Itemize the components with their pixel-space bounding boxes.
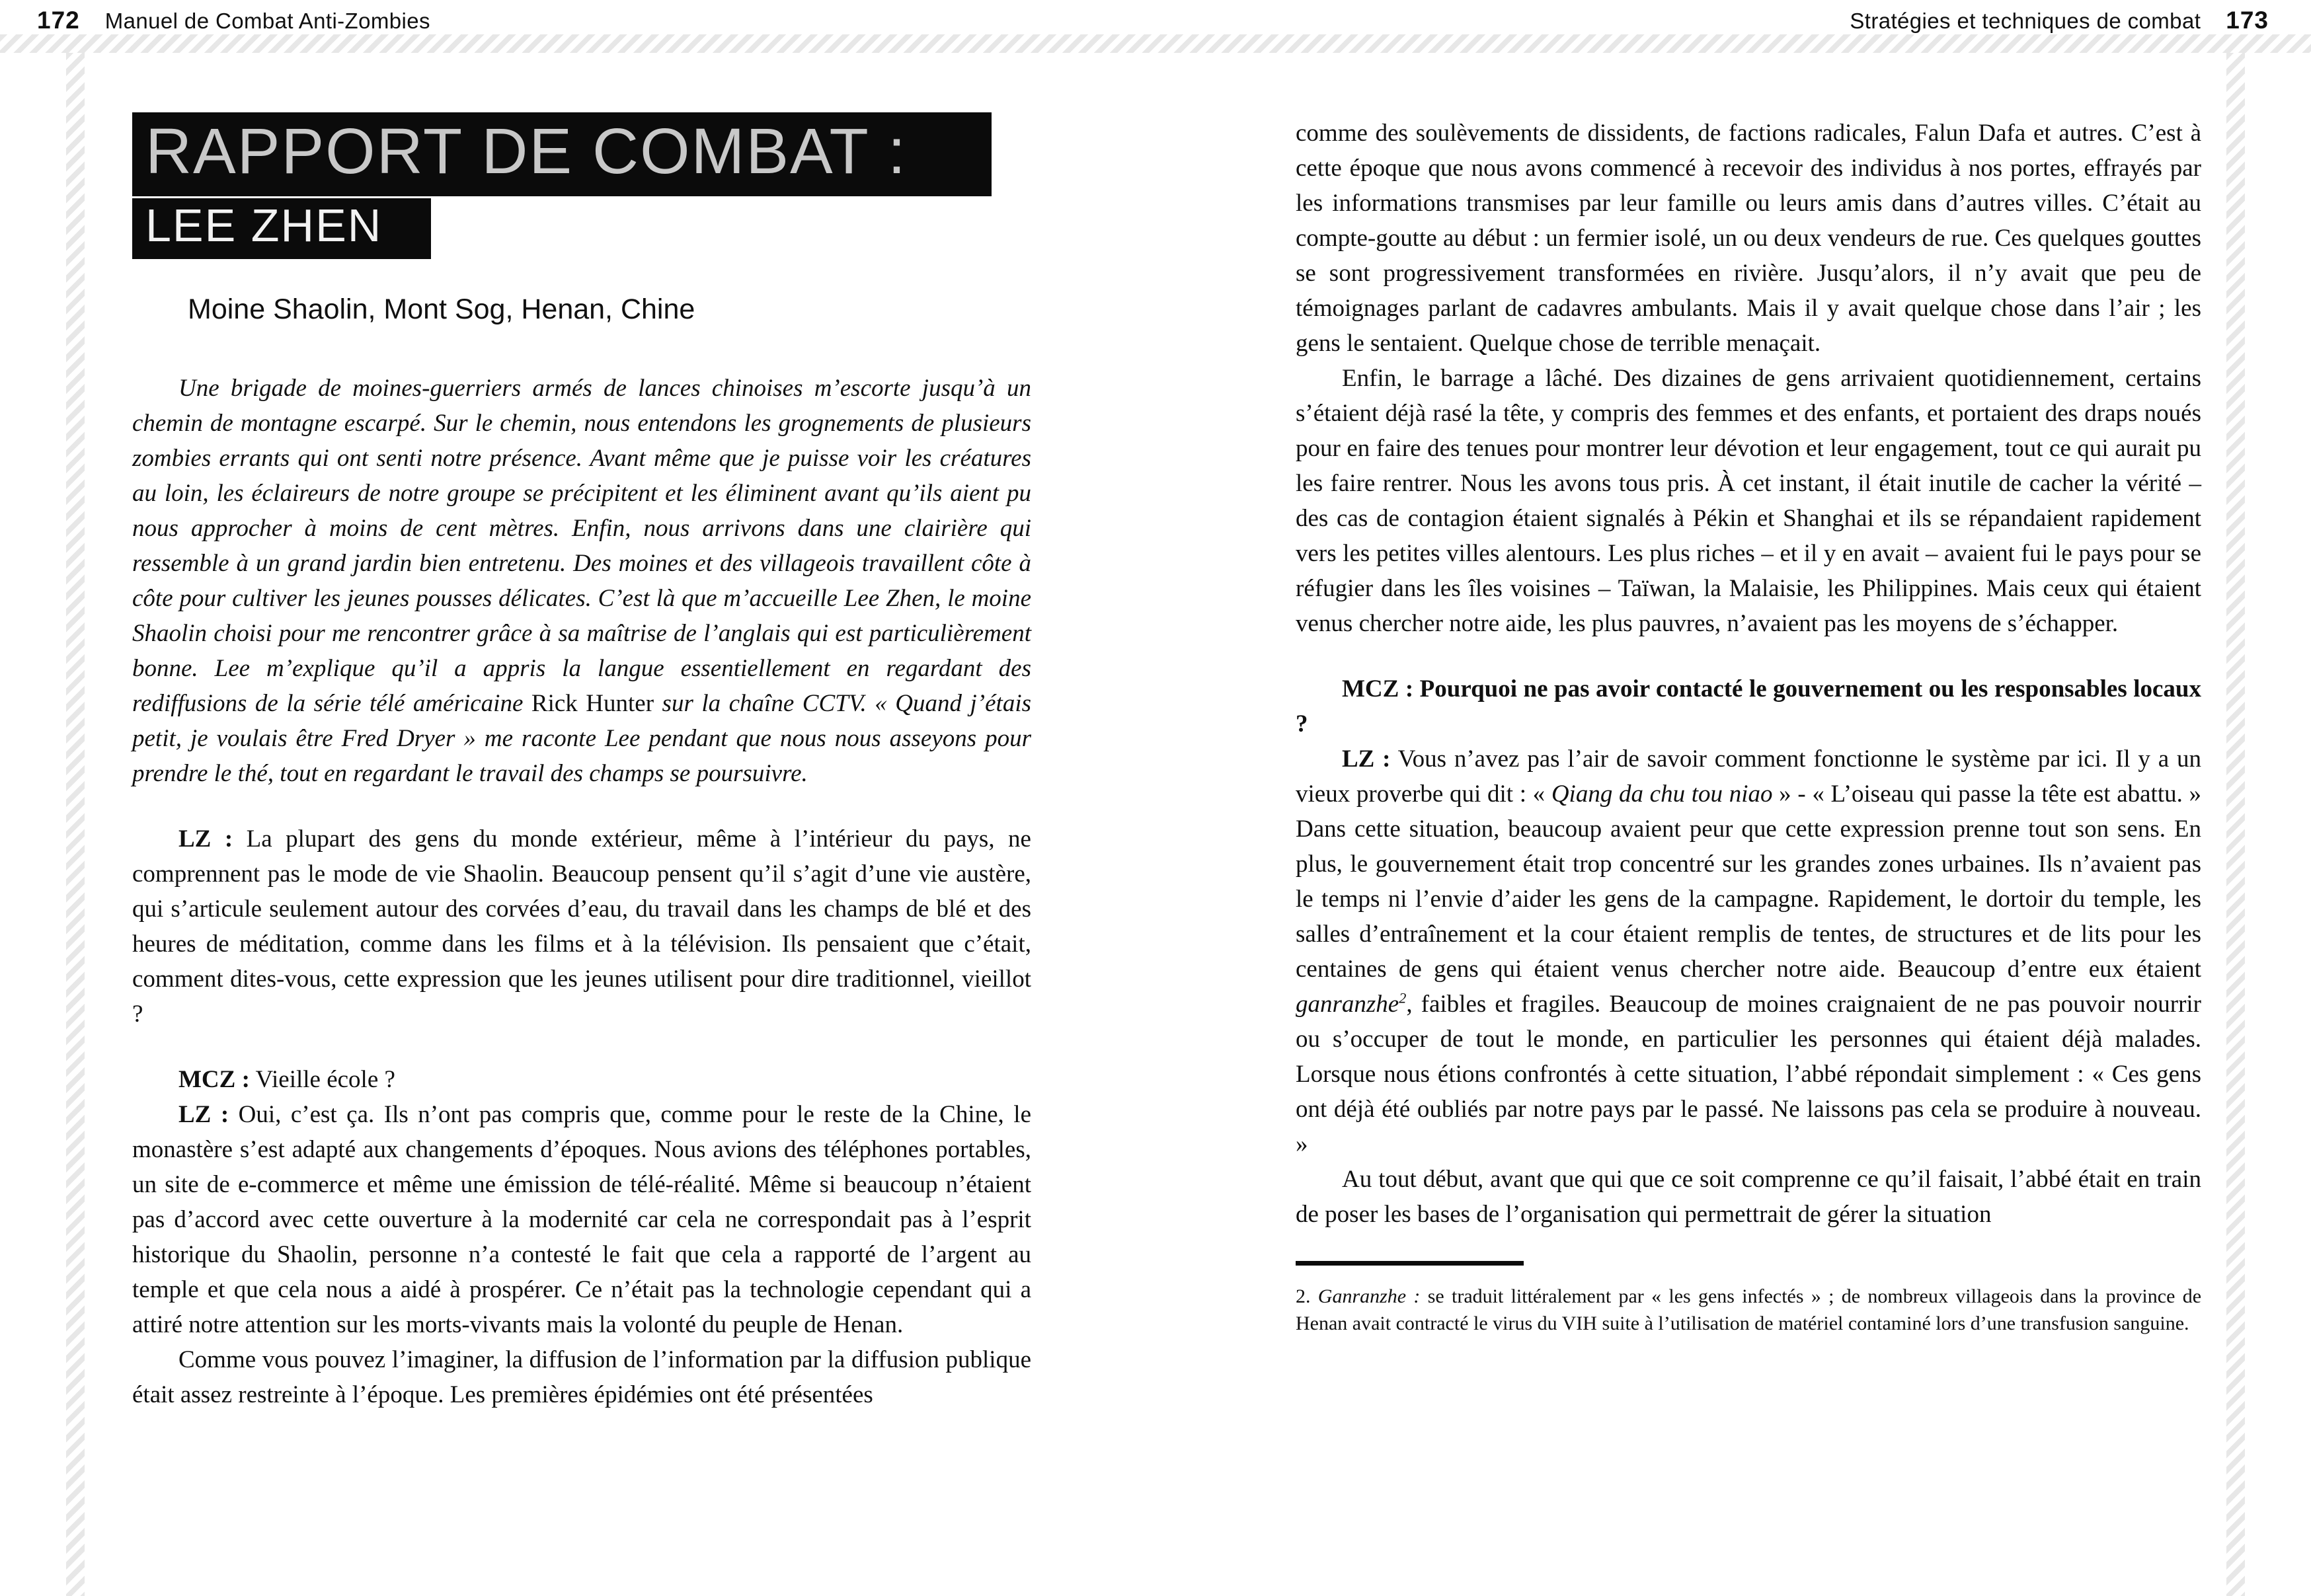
footnote-rule [1296,1261,1524,1266]
interviewee-subtitle: Moine Shaolin, Mont Sog, Henan, Chine [188,293,695,325]
text-segment: La plupart des gens du monde extérieur, même à l’intérieur du pays, ne comprennent pas le mode de vie Shaolin. Beaucoup pensent qu’il s’agit d’une vie austère, qui s’articule seulement autour des corvées d’eau, du travail dans les champs de blé et des heures de méditation, comme dans les films et à la télévision. Ils pensaient que c’était, comment dites-vous, cette expression que les jeunes utilisent pour dire traditionnel, vieillot ? [132,825,1031,1028]
text-segment: MCZ : Pourquoi ne pas avoir contacté le gouvernement ou les responsables locaux ? [1296,675,2201,738]
lz-answer-2-continuation [132,1342,1031,1412]
mcz-question-2 [1296,671,2201,741]
footnote-block [1296,1261,2201,1337]
text-segment: Vous n’avez pas l’air de savoir comment fonctionne le système par ici. Il y a un vieux proverbe qui dit : « [1296,745,2201,808]
left-running-head [37,7,430,34]
right-page [1296,116,2201,1337]
footnote-text [1296,1283,2201,1337]
text-segment: sur la chaîne CCTV. « Quand j’étais petit, je voulais être Fred Dryer » me raconte Lee pendant que nous nous asseyons pour prendre le thé, tout en regardant le travail des champs se poursuivre. [132,689,1032,787]
text-segment: se traduit littéralement par « les gens infectés » ; de nombreux villageois dans la province de Henan avait contracté le virus du VIH suite à l’utilisation de matériel contaminé lors d’une transfusion sanguine. [1296,1285,2202,1334]
intro-italic-paragraph [132,371,1031,791]
text-segment: , faibles et fragiles. Beaucoup de moines craignaient de ne pas pouvoir nourrir ou s’occuper de tout le monde, en particulier les personnes qui étaient déjà malades. Lorsque nous étions confrontés à cette situation, l’abbé répondait simplement : « Ces gens ont déjà été oubliés par notre pays par le passé. Ne laissons pas cela se produire à nouveau. » [1296,991,2201,1158]
left-page-body [132,371,1031,1412]
text-segment: Enfin, le barrage a lâché. Des dizaines de gens arrivaient quotidiennement, certains s’étaient déjà rasé la tête, y compris des femmes et des enfants, et portaient des draps noués pour en faire des tenues pour montrer leur dévotion et leur engagement, tout ce qui aurait pu les faire rentrer. Nous les avons tous pris. À cet instant, il était inutile de cacher la vérité – des cas de contagion étaient signalés à Pékin et Shanghai et ils se répandaient rapidement vers les petites villes alentours. Les plus riches – et il y en avait – avaient fui le pays pour se réfugier dans les îles voisines – Taïwan, la Malaisie, les Philippines. Mais ceux qui étaient venus chercher notre aide, les plus pauvres, n’avaient pas les moyens de s’échapper. [1296,365,2201,637]
left-page [132,112,1031,1412]
text-segment: 2 [1399,989,1407,1007]
text-segment: Au tout début, avant que qui que ce soit comprenne ce qu’il faisait, l’abbé était en train de poser les bases de l’organisation qui permettrait de gérer la situation [1296,1166,2201,1228]
text-segment: » - « L’oiseau qui passe la tête est abattu. » Dans cette situation, beaucoup avaient peur que cette expression prenne tout son sens. En plus, le gouvernement était trop concentré sur les grandes zones urbaines. Ils n’avaient pas le temps ni l’envie d’aider les gens de la campagne. Rapidement, le dortoir du temple, les salles d’entraînement et la cour étaient remplis de tentes, de structures et de lits pour les centaines de gens qui étaient venus chercher notre aide. Beaucoup d’entre eux étaient [1296,780,2202,983]
continuation-paragraph [1296,116,2201,361]
report-title-line2: LEE ZHEN [132,198,431,259]
footnote-2 [1296,1283,2201,1337]
left-page-number: 172 [37,7,80,34]
text-segment: LZ : [178,825,233,853]
text-segment: LZ : [1342,745,1391,773]
text-segment: Qiang da chu tou niao [1551,780,1773,808]
text-segment: Vieille école ? [249,1065,395,1093]
lz-answer-1 [132,821,1031,1032]
lz-answer-2 [132,1097,1031,1342]
page-edge-hatch-left [66,53,85,1596]
right-running-head [1850,7,2269,34]
text-segment: Oui, c’est ça. Ils n’ont pas compris que, comme pour le reste de la Chine, le monastère s’est adapté aux changements d’époques. Nous avions des téléphones portables, un site de e-commerce et même une émission de télé-réalité. Même si beaucoup n’étaient pas d’accord avec cette ouverture à la modernité car cela ne correspondait pas à l’esprit historique du Shaolin, personne n’a contesté le fait que cela a rapporté de l’argent au temple et que cela nous a aidé à prospérer. Ce n’était pas la technologie cependant qui a attiré notre attention sur les morts-vivants mais la volonté du peuple de Henan. [132,1100,1031,1338]
text-segment: LZ : [178,1100,229,1128]
right-running-title: Stratégies et techniques de combat [1850,9,2201,33]
page-edge-hatch-right [2226,53,2245,1596]
right-page-body [1296,116,2201,1232]
text-segment: Ganranzhe : [1317,1285,1421,1307]
barrage-paragraph [1296,361,2201,641]
text-segment: ganranzhe [1296,991,1399,1018]
text-segment: comme des soulèvements de dissidents, de factions radicales, Falun Dafa et autres. C’est à cette époque que nous avons commencé à recevoir des individus à nos portes, effrayés par les informations transmises par leur famille ou leurs amis dans d’autres villes. C’était au compte-goutte au début : un fermier isolé, un ou deux vendeurs de rue. Ces quelques gouttes se sont progressivement transformées en rivière. Jusqu’alors, il n’y avait que peu de témoignages parlant de cadavres ambulants. Mais il y avait quelque chose dans l’air ; les gens le sentaient. Quelque chose de terrible menaçait. [1296,120,2201,357]
page-edge-hatch-top [0,34,2311,53]
abbe-paragraph [1296,1162,2201,1232]
mcz-question-1 [132,1062,1031,1097]
lz-answer-3 [1296,741,2201,1162]
text-segment: Comme vous pouvez l’imaginer, la diffusion de l’information par la diffusion publique était assez restreinte à l’époque. Les premières épidémies ont été présentées [132,1346,1031,1408]
text-segment: Une brigade de moines-guerriers armés de lances chinoises m’escorte jusqu’à un chemin de montagne escarpé. Sur le chemin, nous entendons les grognements de plusieurs zombies errants qui ont senti notre présence. Avant même que je puisse voir les créatures au loin, les éclaireurs de notre groupe se précipitent et les éliminent avant qu’ils aient pu nous approcher à moins de cent mètres. Enfin, nous arrivons dans une clairière qui ressemble à un grand jardin bien entretenu. Des moines et des villageois travaillent côte à côte pour cultiver les jeunes pousses délicates. C’est là que m’accueille Lee Zhen, le moine Shaolin choisi pour me rencontrer grâce à sa maîtrise de l’anglais qui est particulièrement bonne. Lee m’explique qu’il a appris la langue essentiellement en regardant des rediffusions de la série télé américaine [132,374,1031,717]
right-page-number: 173 [2226,7,2269,34]
report-title-line1: RAPPORT DE COMBAT : [132,112,992,196]
text-segment: MCZ : [178,1065,250,1093]
combat-report-title [132,112,1031,259]
text-segment: 2. [1296,1285,1318,1307]
text-segment: Rick Hunter [531,689,654,717]
left-running-title: Manuel de Combat Anti-Zombies [104,9,430,33]
